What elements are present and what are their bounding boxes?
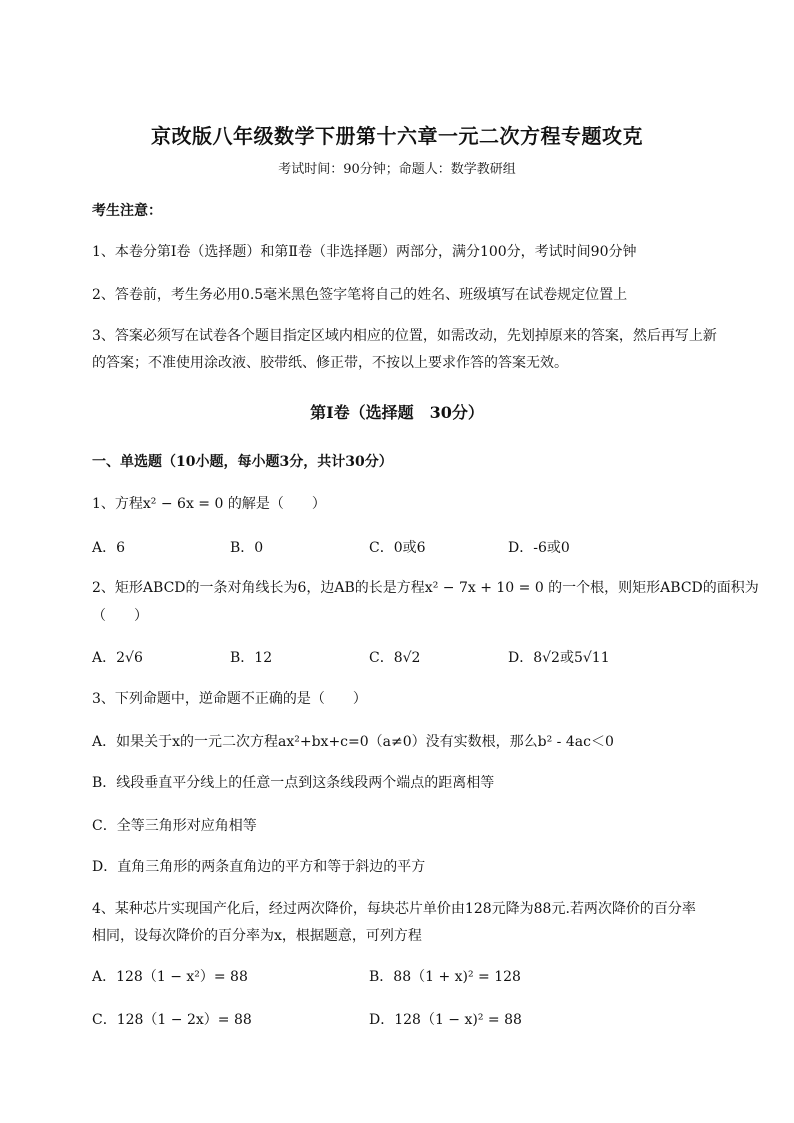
q3-option-d[interactable]: D．直角三角形的两条直角边的平方和等于斜边的平方	[92, 859, 426, 875]
question-4-stem-cont: 相同，设每次降价的百分率为x，根据题意，可列方程	[92, 928, 422, 944]
notice-item-3: 3、答案必须写在试卷各个题目指定区域内相应的位置，如需改动，先划掉原来的答案，然后再写上新	[92, 328, 717, 344]
q4-option-d[interactable]: D．128（1 − x)² = 88	[369, 1012, 522, 1028]
q1-option-b[interactable]: B．0	[230, 540, 264, 556]
q2-option-b[interactable]: B．12	[230, 650, 273, 666]
q1-option-d[interactable]: D．-6或0	[508, 540, 570, 556]
question-1-stem: 1、方程x² − 6x = 0 的解是（ ）	[92, 496, 326, 512]
notice-heading: 考生注意：	[92, 203, 162, 219]
question-3-stem: 3、下列命题中，逆命题不正确的是（ ）	[92, 691, 367, 707]
exam-info: 考试时间：90分钟；命题人：数学教研组	[278, 162, 516, 177]
part-heading: 一、单选题（10小题，每小题3分，共计30分）	[92, 454, 393, 470]
notice-item-2: 2、答卷前，考生务必用0.5毫米黑色签字笔将自己的姓名、班级填写在试卷规定位置上	[92, 287, 628, 303]
q1-option-a[interactable]: A．6	[92, 540, 126, 556]
q2-option-c[interactable]: C．8√2	[369, 650, 421, 666]
question-2-stem: 2、矩形ABCD的一条对角线长为6，边AB的长是方程x² − 7x + 10 = 0 的一个根，则矩形ABCD的面积为	[92, 580, 759, 596]
q3-option-b[interactable]: B．线段垂直平分线上的任意一点到这条线段两个端点的距离相等	[92, 775, 495, 791]
q2-option-d[interactable]: D．8√2或5√11	[508, 650, 610, 666]
question-2-stem-cont: （ ）	[92, 608, 148, 624]
q3-option-c[interactable]: C．全等三角形对应角相等	[92, 818, 257, 834]
notice-item-3-cont: 的答案；不准使用涂改液、胶带纸、修正带，不按以上要求作答的答案无效。	[92, 355, 568, 371]
q2-option-a[interactable]: A．2√6	[92, 650, 143, 666]
question-4-stem: 4、某种芯片实现国产化后，经过两次降价，每块芯片单价由128元降为88元.若两次降价的百分率	[92, 901, 696, 917]
page-title: 京改版八年级数学下册第十六章一元二次方程专题攻克	[151, 124, 643, 148]
section-title: 第Ⅰ卷（选择题 30分）	[310, 403, 484, 422]
q1-option-c[interactable]: C．0或6	[369, 540, 426, 556]
q4-option-c[interactable]: C．128（1 − 2x）= 88	[92, 1012, 252, 1028]
q4-option-a[interactable]: A．128（1 − x²）= 88	[92, 969, 248, 985]
q4-option-b[interactable]: B．88（1 + x)² = 128	[369, 969, 521, 985]
notice-item-1: 1、本卷分第Ⅰ卷（选择题）和第Ⅱ卷（非选择题）两部分，满分100分，考试时间90分钟	[92, 244, 637, 260]
q3-option-a[interactable]: A．如果关于x的一元二次方程ax²+bx+c=0（a≠0）没有实数根，那么b² - 4ac＜0	[92, 734, 614, 750]
